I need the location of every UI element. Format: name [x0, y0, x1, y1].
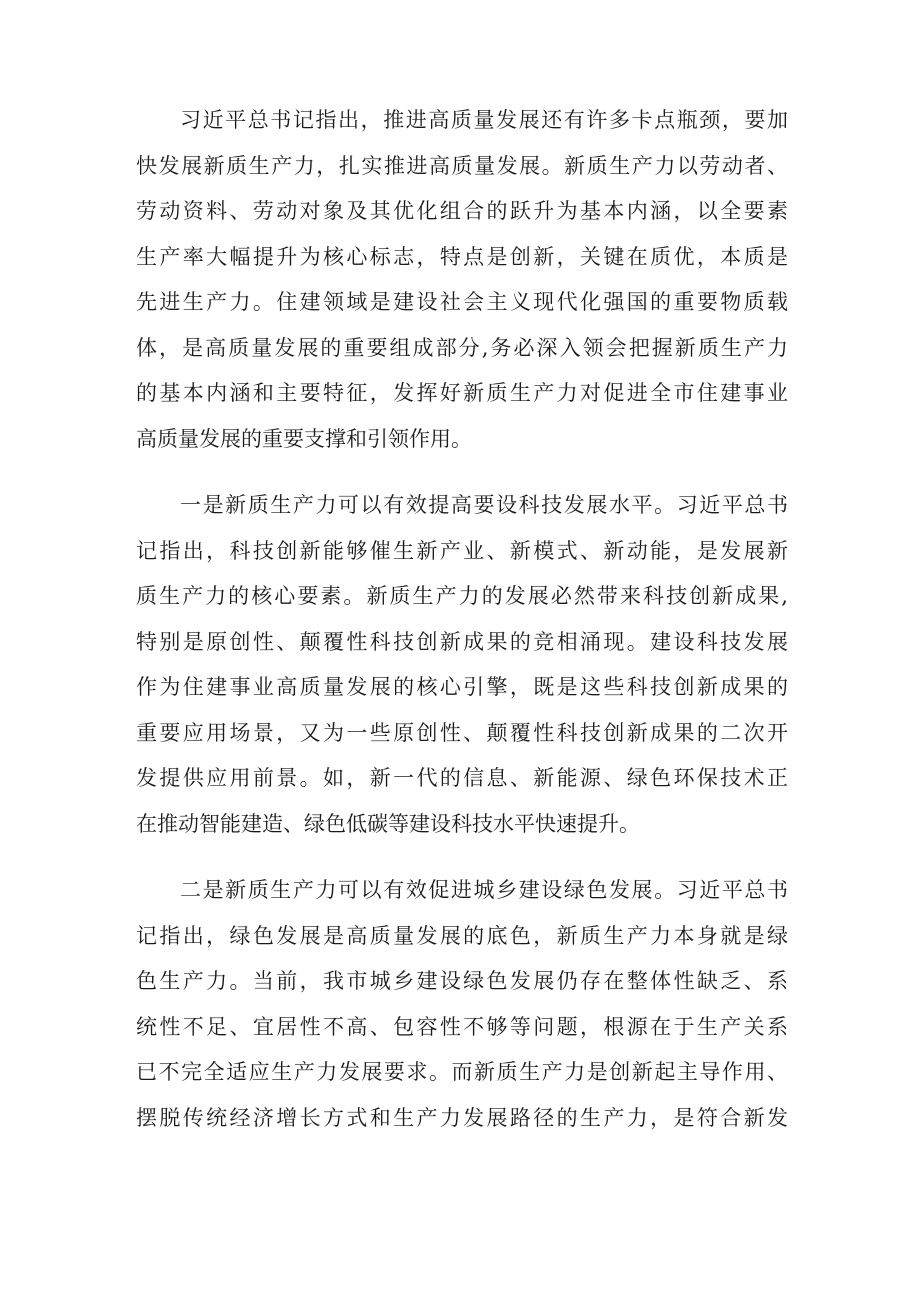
text-line: 记指出，科技创新能够催生新产业、新模式、新动能，是发展新	[136, 538, 788, 563]
text-line: 摆脱传统经济增长方式和生产力发展路径的生产力，是符合新发	[136, 1105, 788, 1130]
paragraph-point-two	[136, 868, 788, 1141]
text-line: 在推动智能建造、绿色低碳等建设科技水平快速提升。	[136, 811, 640, 836]
text-line: 先进生产力。住建领域是建设社会主义现代化强国的重要物质载	[136, 290, 788, 314]
text-line: 一是新质生产力可以有效提高要设科技发展水平。习近平总书	[180, 493, 788, 517]
text-line: 特别是原创性、颠覆性科技创新成果的竞相涌现。建设科技发展	[136, 629, 788, 654]
text-line: 重要应用场景，又为一些原创性、颠覆性科技创新成果的二次开	[136, 720, 788, 745]
text-line: 劳动资料、劳动对象及其优化组合的跃升为基本内涵，以全要素	[136, 199, 788, 223]
text-line: 统性不足、宜居性不高、包容性不够等问题，根源在于生产关系	[136, 1014, 788, 1039]
text-line: 记指出，绿色发展是高质量发展的底色，新质生产力本身就是绿	[136, 923, 788, 948]
text-line: 发提供应用前景。如，新一代的信息、新能源、绿色环保技术正	[136, 766, 788, 790]
text-line: 体，是高质量发展的重要组成部分,务必深入领会把握新质生产力	[136, 335, 788, 360]
paragraph-point-one	[136, 483, 788, 847]
text-line: 高质量发展的重要支撑和引领作用。	[136, 426, 472, 451]
text-line: 习近平总书记指出，推进高质量发展还有许多卡点瓶颈，要加	[180, 108, 788, 132]
document-body	[136, 98, 788, 1162]
text-line: 色生产力。当前，我市城乡建设绿色发展仍存在整体性缺乏、系	[136, 969, 788, 993]
text-line: 生产率大幅提升为核心标志，特点是创新，关键在质优，本质是	[136, 244, 788, 269]
text-line: 质生产力的核心要素。新质生产力的发展必然带来科技创新成果,	[136, 584, 788, 608]
text-line: 已不完全适应生产力发展要求。而新质生产力是创新起主导作用、	[136, 1060, 788, 1084]
text-line: 的基本内涵和主要特征，发挥好新质生产力对促进全市住建事业	[136, 381, 788, 405]
text-line: 作为住建事业高质量发展的核心引擎，既是这些科技创新成果的	[136, 675, 788, 699]
text-line: 二是新质生产力可以有效促进城乡建设绿色发展。习近平总书	[180, 878, 788, 902]
text-line: 快发展新质生产力，扎实推进高质量发展。新质生产力以劳动者、	[136, 153, 788, 178]
paragraph-intro	[136, 98, 788, 462]
